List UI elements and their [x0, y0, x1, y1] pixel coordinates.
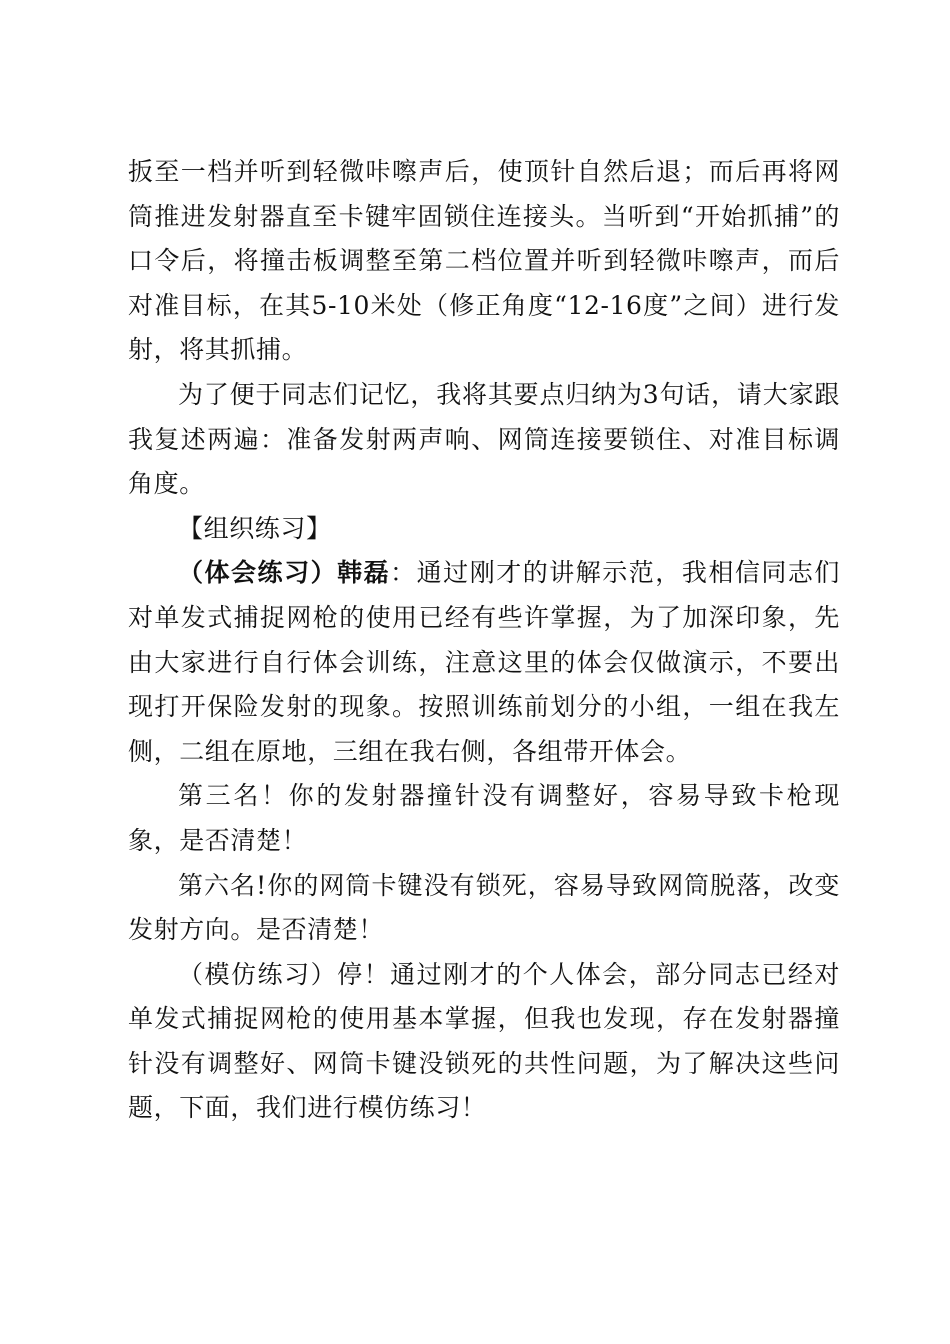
paragraph-imitation-practice: （模仿练习）停！通过刚才的个人体会，部分同志已经对单发式捕捉网枪的使用基本掌握，但我也发现，存在发射器撞针没有调整好、网筒卡键没锁死的共性问题，为了解决这些问题，下面，我们进行模仿练习！	[128, 959, 840, 1123]
section-heading: 【组织练习】	[178, 513, 332, 543]
paragraph-third-name: 第三名！你的发射器撞针没有调整好，容易导致卡枪现象，是否清楚！	[128, 781, 840, 855]
paragraph-summary: 为了便于同志们记忆，我将其要点归纳为3句话，请大家跟我复述两遍：准备发射两声响、网筒连接要锁住、对准目标调角度。	[128, 379, 840, 499]
paragraph-sixth-name: 第六名!你的网筒卡键没有锁死，容易导致网筒脱落，改变发射方向。是否清楚！	[128, 870, 840, 945]
speaker-label: （体会练习）韩磊	[178, 558, 391, 588]
paragraph-experience-text: ：通过刚才的讲解示范，我相信同志们对单发式捕捉网枪的使用已经有些许掌握，为了加深印象，先由大家进行自行体会训练，注意这里的体会仅做演示，不要出现打开保险发射的现象。按照训练前划分的小组，一组在我左侧，二组在原地，三组在我右侧，各组带开体会。	[128, 558, 840, 766]
paragraph-instructions: 扳至一档并听到轻微咔嚓声后，使顶针自然后退；而后再将网筒推进发射器直至卡键牢固锁住连接头。当听到“开始抓捕”的口令后，将撞击板调整至第二档位置并听到轻微咔嚓声，而后对准目标，在其5-10米处（修正角度“12-16度”之间）进行发射，将其抓捕。	[128, 157, 840, 365]
document-page	[128, 150, 840, 1131]
paragraph-experience-practice	[128, 551, 840, 774]
